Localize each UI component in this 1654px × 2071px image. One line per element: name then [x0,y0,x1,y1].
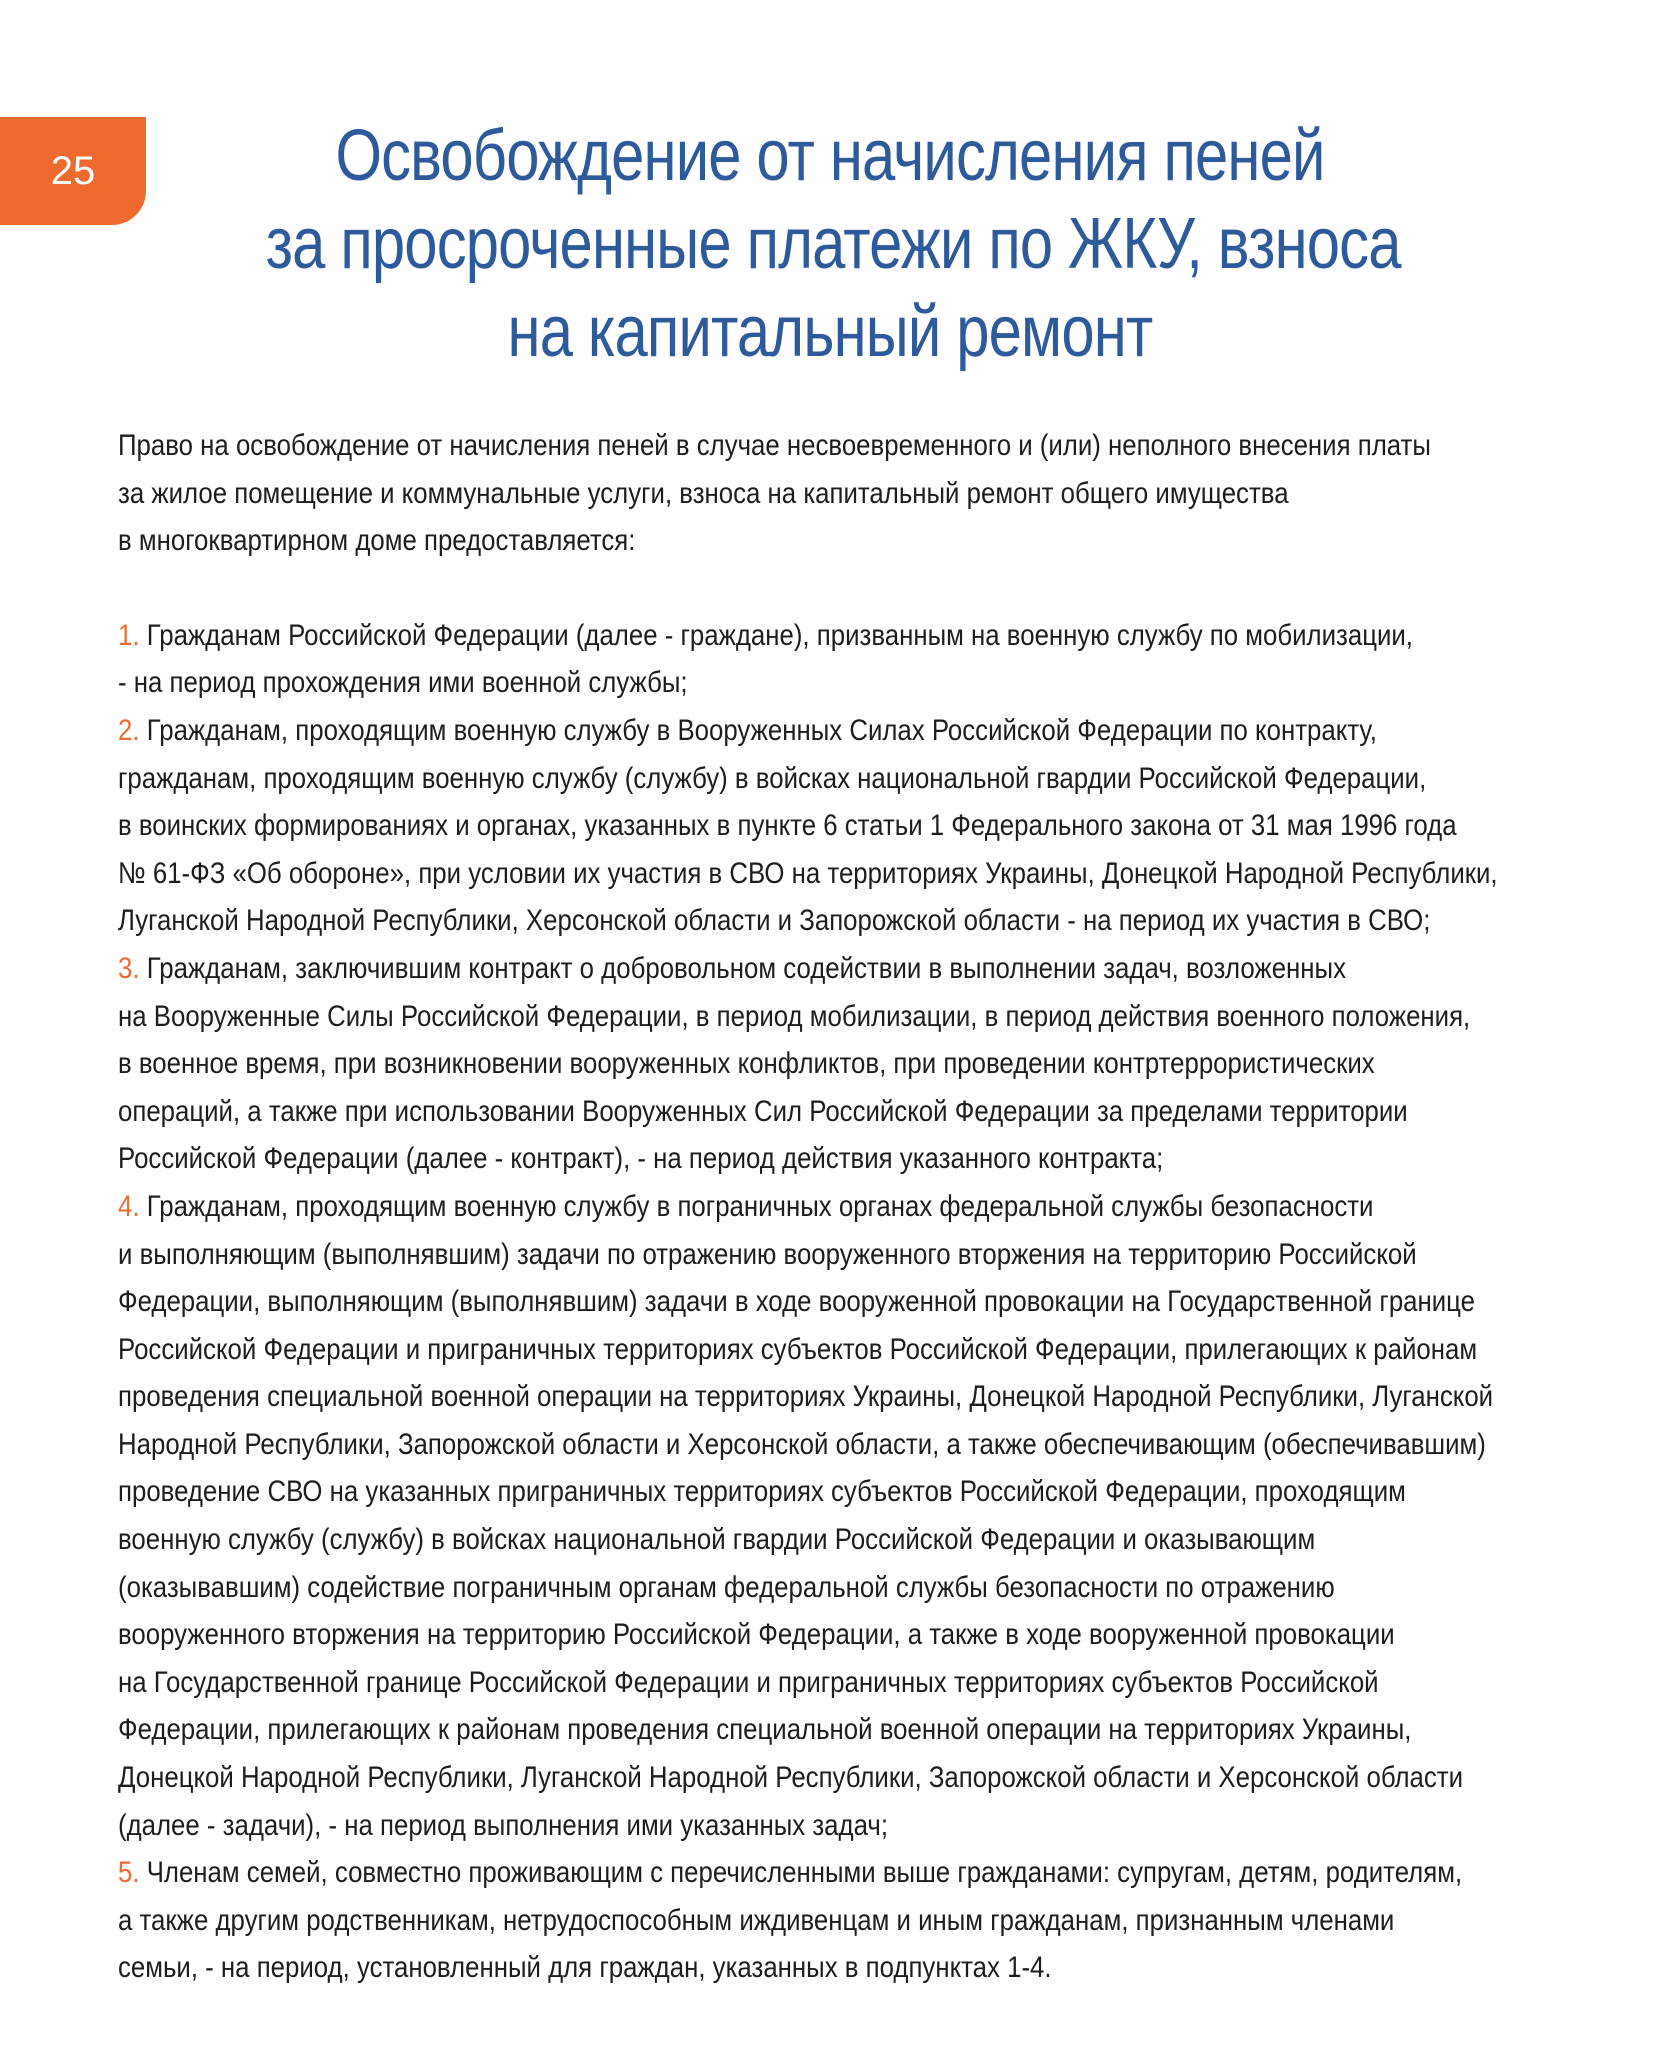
title-line: Освобождение от начисления пеней [335,116,1325,196]
list-item-text: Гражданам, проходящим военную службу в Вооруженных Силах Российской Федерации по контракту, [139,713,1377,747]
list-item-first-line [118,612,1413,660]
list-item-line: на Вооруженные Силы Российской Федерации, в период мобилизации, в период действия военного положения, [118,999,1471,1033]
list-item-text: Гражданам, проходящим военную службу в пограничных органах федеральной службы безопасности [139,1189,1374,1223]
list-item-text: Гражданам, заключившим контракт о добровольном содействии в выполнении задач, возложенных [139,951,1346,985]
list-item-line: семьи, - на период, установленный для граждан, указанных в подпунктах 1-4. [118,1951,1052,1985]
list-item-line: Федерации, выполняющим (выполнявшим) задачи в ходе вооруженной провокации на Государственной границе [118,1285,1476,1319]
intro-paragraph [118,422,1431,565]
page-number-badge: 25 [0,117,146,225]
list-item-line: Донецкой Народной Республики, Луганской Народной Республики, Запорожской области и Херсонской области [118,1761,1464,1795]
list-item-line: проведение СВО на указанных приграничных территориях субъектов Российской Федерации, проходящим [118,1475,1406,1509]
list-item-number: 3. [118,951,140,985]
list-item [118,707,1498,945]
list-item-text: Членам семей, совместно проживающим с перечисленными выше гражданами: супругам, детям, родителям, [139,1856,1463,1890]
page-title [265,112,1401,376]
list-item-line: (далее - задачи), - на период выполнения ими указанных задач; [118,1808,888,1842]
list-item-line: (оказывавшим) содействие пограничным органам федеральной службы безопасности по отражению [118,1570,1335,1604]
list-item-first-line [118,707,1382,755]
list-item-number: 1. [118,618,140,652]
title-line: за просроченные платежи по ЖКУ, взноса [265,204,1401,284]
document-body [118,422,1498,1992]
intro-line: Право на освобождение от начисления пеней в случае несвоевременного и (или) неполного внесения платы [118,429,1431,462]
list-item-line: Луганской Народной Республики, Херсонской области и Запорожской области - на период их участия в СВО; [118,904,1431,938]
list-item-first-line [118,1849,1463,1897]
eligibility-list [118,612,1498,1992]
list-item [118,1183,1494,1849]
list-item-line: гражданам, проходящим военную службу (службу) в войсках национальной гвардии Российской Федерации, [118,761,1427,795]
paragraph-spacer [118,565,1382,612]
list-item-first-line [118,1183,1382,1231]
list-item-number: 4. [118,1189,140,1223]
list-item-line: военную службу (службу) в войсках национальной гвардии Российской Федерации и оказывающим [118,1523,1316,1557]
title-line: на капитальный ремонт [507,292,1153,372]
list-item-line: на Государственной границе Российской Федерации и приграничных территориях субъектов Российской [118,1665,1379,1699]
list-item-line: в воинских формированиях и органах, указанных в пункте 6 статьи 1 Федерального закона от 31 мая 1996 года [118,809,1457,843]
list-item-first-line [118,945,1382,993]
list-item-text: Гражданам Российской Федерации (далее - граждане), призванным на военную службу по мобилизации, [139,618,1413,652]
list-item-line: в военное время, при возникновении вооруженных конфликтов, при проведении контртеррористических [118,1047,1375,1081]
list-item-number: 2. [118,713,140,747]
intro-line: за жилое помещение и коммунальные услуги, взноса на капитальный ремонт общего имущества [118,476,1289,510]
list-item-line: Российской Федерации и приграничных территориях субъектов Российской Федерации, прилегающих к районам [118,1332,1478,1366]
list-item-line: а также другим родственникам, нетрудоспособным иждивенцам и иным гражданам, признанным членами [118,1903,1395,1937]
list-item-number: 5. [118,1856,140,1890]
list-item [118,945,1471,1183]
list-item-line: - на период прохождения ими военной службы; [118,666,688,700]
list-item-line: и выполняющим (выполнявшим) задачи по отражению вооруженного вторжения на территорию Российской [118,1237,1417,1271]
list-item-line: проведения специальной военной операции на территориях Украины, Донецкой Народной Республики, Луганской [118,1380,1494,1414]
list-item-line: операций, а также при использовании Вооруженных Сил Российской Федерации за пределами территории [118,1094,1408,1128]
list-item-line: Народной Республики, Запорожской области и Херсонской области, а также обеспечивающим (обеспечивавшим) [118,1427,1486,1461]
list-item [118,1849,1463,1992]
list-item-line: вооруженного вторжения на территорию Российской Федерации, а также в ходе вооруженной провокации [118,1618,1395,1652]
intro-line: в многоквартирном доме предоставляется: [118,524,636,558]
list-item-line: Российской Федерации (далее - контракт), - на период действия указанного контракта; [118,1142,1164,1176]
list-item [118,612,1413,707]
list-item-line: Федерации, прилегающих к районам проведения специальной военной операции на территориях Украины, [118,1713,1412,1747]
list-item-line: № 61-ФЗ «Об обороне», при условии их участия в СВО на территориях Украины, Донецкой Народной Республики, [118,856,1498,890]
